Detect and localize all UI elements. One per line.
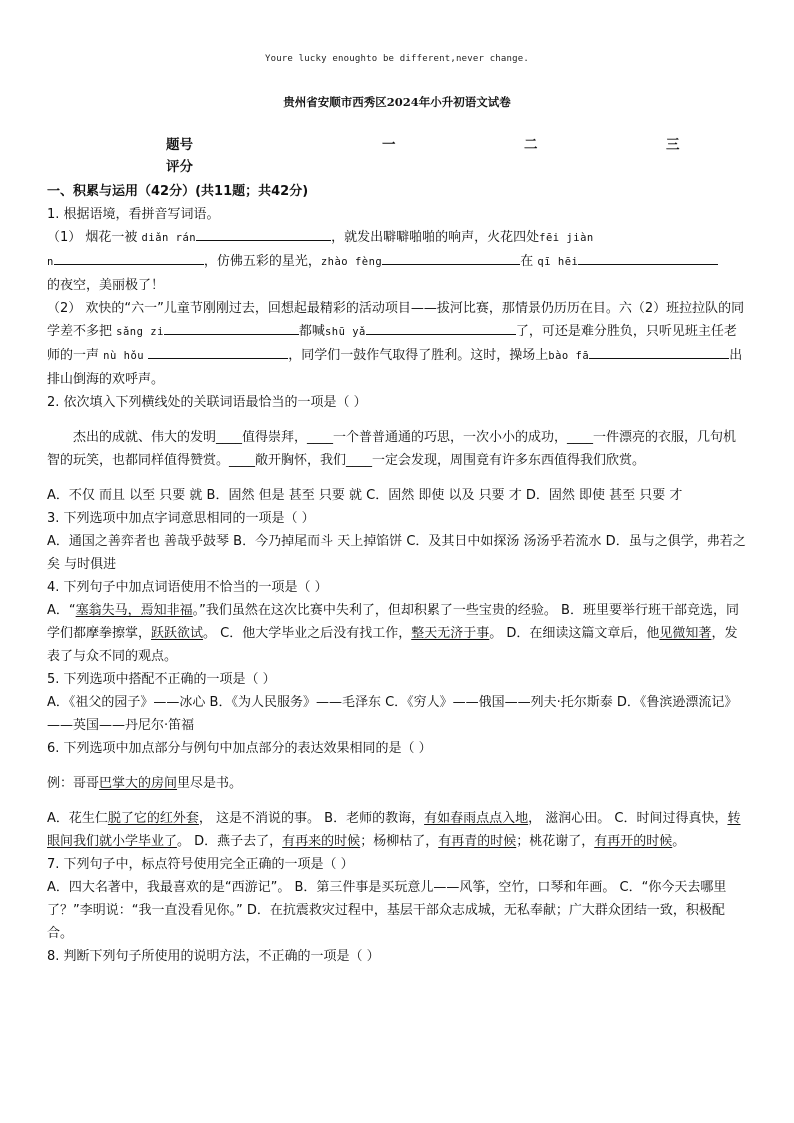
option-text: 。”我们虽然在这次比赛中失利了，但却积累了一些宝贵的经验。 B．班里要举行班干部竞选，同学们都摩拳擦掌，	[47, 603, 739, 641]
question-2-passage: 杰出的成就、伟大的发明____值得崇拜，____一个普普通通的巧思，一次小小的成功，____一件漂亮的衣服，几句机智的玩笑，也都同样值得赞赏。____敞开胸怀，我们____一定会发现，周围竟有许多东西值得我们欣赏。	[47, 430, 737, 468]
option-text: 。 C．他大学毕业之后没有找工作，	[203, 626, 412, 641]
score-row-score	[166, 155, 706, 177]
pinyin: diǎn rán	[141, 232, 197, 244]
q1-text: 都喊	[298, 324, 325, 339]
q1-text: 在	[520, 254, 534, 269]
question-2-stem: 2. 依次填入下列横线处的关联词语最恰当的一项是（ ）	[47, 395, 367, 410]
q1-text: ，仿佛五彩的星光，	[203, 254, 321, 269]
answer-blank[interactable]	[148, 344, 288, 359]
question-6-options	[47, 807, 747, 853]
underlined-phrase: 有再开的时候	[594, 834, 673, 849]
answer-blank[interactable]	[54, 250, 204, 265]
question-4-stem: 4. 下列句子中加点词语使用不恰当的一项是（ ）	[47, 580, 328, 595]
score-row-header	[166, 133, 706, 155]
answer-blank[interactable]	[196, 226, 331, 241]
exam-title: 贵州省安顺市西秀区2024年小升初语文试卷	[283, 95, 511, 109]
score-col-2: 二	[524, 137, 538, 153]
option-text: ，发表了与众不同的观点。	[47, 626, 738, 664]
option-text: ， 滋润心田。 C．时间过得真快，	[528, 811, 728, 826]
question-2-options: A．不仅 而且 以至 只要 就 B．固然 但是 甚至 只要 就 C．固然 即使 以及 只要 才 D．固然 即使 甚至 只要 才	[47, 488, 683, 503]
example-text: 例：哥哥	[47, 776, 100, 791]
answer-blank[interactable]	[382, 250, 520, 265]
score-col-3: 三	[666, 137, 680, 153]
section-heading: 一、积累与运用（42分）(共11题；共42分)	[47, 184, 309, 199]
pinyin: nù hǒu	[103, 350, 145, 362]
example-text: 里尽是书。	[177, 776, 243, 791]
q1-text: （2） 欢快的“六一”儿童节刚刚过去，回想起最精彩的活动项目——拔河比赛，那情景仍历历在目。六（2）班拉拉队的同学差不多把	[47, 301, 745, 339]
header-motto: Youre lucky enoughto be different,never change.	[264, 54, 530, 64]
option-text: A．花生仁	[47, 811, 108, 826]
score-col-1: 一	[382, 137, 396, 153]
option-text: 。	[672, 834, 686, 849]
q1-text: 出排山倒海的欢呼声。	[47, 348, 743, 387]
answer-blank[interactable]	[578, 250, 718, 265]
underlined-phrase: 巴掌大的房间	[99, 776, 178, 791]
answer-blank[interactable]	[366, 320, 516, 335]
score-table	[166, 133, 706, 177]
pinyin: fēi jiàn	[539, 232, 594, 244]
underlined-phrase: 脱了它的红外套	[107, 811, 199, 826]
question-7-options: A．四大名著中，我最喜欢的是“西游记”。 B．第三件事是买玩意儿——风筝，空竹，口琴和年画。 C．“你今天去哪里了？”李明说：“我一直没看见你。” D．在抗震救灾过程中，基层干部众志成城，无私奉献；广大群众团结一致，积极配合。	[47, 880, 727, 941]
option-text: 。 D．燕子去了，	[177, 834, 283, 849]
question-8-stem: 8. 判断下列句子所使用的说明方法，不正确的一项是（ ）	[47, 949, 380, 964]
underlined-phrase: 跃跃欲试	[151, 626, 204, 641]
option-text: A．“	[47, 603, 76, 618]
answer-blank[interactable]	[164, 320, 299, 335]
question-5-stem: 5. 下列选项中搭配不正确的一项是（ ）	[47, 672, 276, 687]
question-1-stem: 1. 根据语境，看拼音写词语。	[47, 207, 220, 222]
pinyin: qī hēi	[537, 256, 579, 268]
underlined-phrase: 转眼间我们就小学毕业了	[47, 811, 741, 849]
pinyin: sǎng zi	[116, 326, 164, 338]
option-text: ；桃花谢了，	[516, 834, 595, 849]
q1-text: 的夜空，美丽极了！	[47, 278, 165, 293]
question-3-stem: 3. 下列选项中加点字词意思相同的一项是（ ）	[47, 511, 315, 526]
underlined-phrase: 有再来的时候	[282, 834, 361, 849]
q1-text: （1） 烟花一被	[47, 230, 138, 245]
question-1-part-1: （1） 烟花一被 diǎn rán ，就发出噼噼啪啪的响声，火花四处fēi jiàn n ，仿佛五彩的星光，zhào fèng 在 qī hēi 的夜空，美丽极了！	[47, 226, 747, 297]
pinyin: shū yǎ	[324, 326, 366, 338]
question-5-options: A．《祖父的园子》——冰心 B．《为人民服务》——毛泽东 C．《穷人》——俄国——列夫·托尔斯泰 D．《鲁滨逊漂流记》——英国——丹尼尔·笛福	[47, 695, 738, 733]
question-6-example	[47, 772, 747, 795]
underlined-phrase: 整天无济于事	[411, 626, 490, 641]
option-text: ， 这是不消说的事。 B．老师的教诲，	[198, 811, 425, 826]
answer-blank[interactable]	[589, 344, 729, 359]
option-text: 。 D．在细读这篇文章后，他	[489, 626, 660, 641]
pinyin: bào fā	[548, 350, 590, 362]
underlined-phrase: 有再青的时候	[438, 834, 517, 849]
underlined-phrase: 见微知著	[659, 626, 712, 641]
question-3-options: A．通国之善弈者也 善哉乎鼓琴 B．今乃掉尾而斗 天上掉馅饼 C．及其日中如探汤 汤汤乎若流水 D．虽与之俱学，弗若之矣 与时俱进	[47, 534, 746, 572]
option-text: ；杨柳枯了，	[360, 834, 439, 849]
exam-content	[47, 180, 747, 968]
pinyin: zhào fèng	[320, 256, 383, 268]
underlined-phrase: 塞翁失马，焉知非福	[75, 603, 193, 618]
question-7-stem: 7. 下列句子中，标点符号使用完全正确的一项是（ ）	[47, 857, 354, 872]
question-1-part-2	[47, 297, 747, 391]
q1-text: ，就发出噼噼啪啪的响声，火花四处	[331, 230, 540, 245]
q1-text: ，同学们一鼓作气取得了胜利。这时，操场上	[288, 348, 549, 363]
underlined-phrase: 有如春雨点点入地	[424, 811, 529, 826]
question-6-stem: 6. 下列选项中加点部分与例句中加点部分的表达效果相同的是（ ）	[47, 741, 432, 756]
question-4-options	[47, 599, 747, 668]
score-col-label: 题号	[166, 137, 193, 153]
score-row-label: 评分	[166, 159, 193, 175]
q1-text: 了，可还是难分胜负，只听见班主任老师的一声	[47, 324, 737, 363]
